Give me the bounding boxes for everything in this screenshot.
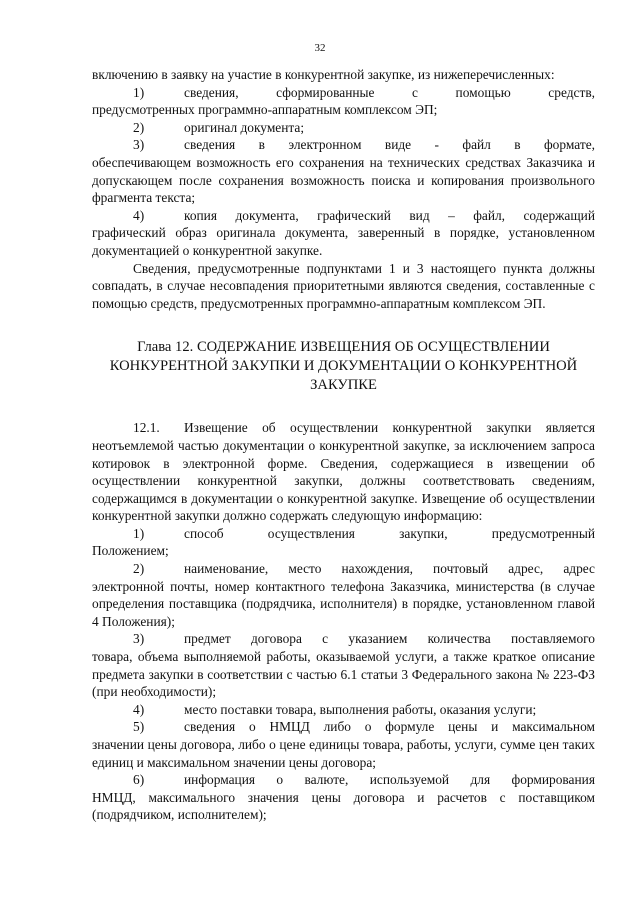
item-first-line: предмет договора с указанием количества поставляемого bbox=[184, 631, 595, 647]
item-continuation: Положением; bbox=[92, 543, 169, 559]
item-number: 1) bbox=[133, 84, 145, 100]
item-first-line: сведения о НМЦД либо о формуле цены и максимальном bbox=[184, 719, 595, 735]
item-number: 3) bbox=[133, 631, 145, 647]
item-continuation: НМЦД, максимального значения цены договора и расчетов с поставщиком (подрядчиком, исполнителем); bbox=[92, 789, 595, 823]
item-first-line: сведения, сформированные с помощью средств, bbox=[184, 84, 595, 100]
item-number: 2) bbox=[133, 119, 145, 135]
item-number: 6) bbox=[133, 772, 145, 788]
item-first-line: способ осуществления закупки, предусмотренный bbox=[184, 525, 595, 541]
list-item bbox=[92, 771, 595, 824]
item-number: 3) bbox=[133, 137, 145, 153]
item-continuation: графический образ оригинала документа, заверенный в порядке, установленном документацией о конкурентной закупке. bbox=[92, 225, 595, 258]
item-number: 1) bbox=[133, 525, 145, 541]
list-item bbox=[92, 119, 595, 137]
item-number: 4) bbox=[133, 701, 145, 717]
intro-paragraph: включению в заявку на участие в конкурентной закупке, из нижеперечисленных: bbox=[92, 67, 555, 82]
list-item bbox=[92, 136, 595, 206]
chapter-heading: Глава 12. СОДЕРЖАНИЕ ИЗВЕЩЕНИЯ ОБ ОСУЩЕСТВЛЕНИИ КОНКУРЕНТНОЙ ЗАКУПКИ И ДОКУМЕНТАЦИИ О КОНКУРЕНТНОЙ ЗАКУПКЕ bbox=[109, 339, 578, 394]
list-item bbox=[92, 560, 595, 630]
item-number: 2) bbox=[133, 561, 145, 577]
item-continuation: обеспечивающем возможность его сохранения на технических средствах Заказчика и допускающем после сохранения возможность поиска и копирования произвольного фрагмента текста; bbox=[92, 154, 595, 206]
item-first-line: место поставки товара, выполнения работы, оказания услуги; bbox=[184, 701, 537, 717]
section-continuation: неотъемлемой частью документации о конкурентной закупке, за исключением запроса котировок в электронной форме. Сведения, содержащиеся в извещении об осуществлении конкурентной закупки, должны соответствовать сведениям, содержащимся в документации о конкурентной закупке. Извещение об осуществлении конкурентной закупки должно содержать следующую информацию: bbox=[92, 437, 595, 524]
page-text bbox=[92, 66, 595, 824]
item-first-line: сведения в электронном виде - файл в формате, bbox=[184, 137, 595, 153]
list-item bbox=[92, 84, 595, 119]
submission-list bbox=[92, 84, 595, 260]
item-continuation: товара, объема выполняемой работы, оказываемой услуги, а также краткое описание предмета закупки в соответствии с частью 6.1 статьи 3 Федерального закона № 223-ФЗ (при необходимости); bbox=[92, 649, 595, 700]
item-continuation: значении цены договора, либо о цене единицы товара, работы, услуги, сумме цен таких единиц и максимальном значении цены договора; bbox=[92, 737, 595, 770]
item-continuation: электронной почты, номер контактного телефона Заказчика, министерства (в случае определения поставщика (подрядчика, исполнителя) в порядке, установленном главой 4 Положения); bbox=[92, 578, 595, 629]
item-number: 5) bbox=[133, 719, 145, 735]
section-number: 12.1. bbox=[133, 420, 160, 436]
list-item bbox=[92, 207, 595, 260]
item-first-line: оригинал документа; bbox=[184, 119, 305, 135]
list-item bbox=[92, 630, 595, 700]
note-paragraph: Сведения, предусмотренные подпунктами 1 и 3 настоящего пункта должны совпадать, в случае несовпадения приоритетными являются сведения, составленные с помощью средств, предусмотренных программно-аппаратным комплексом ЭП. bbox=[92, 260, 595, 311]
list-item bbox=[92, 701, 595, 719]
item-first-line: наименование, место нахождения, почтовый адрес, адрес bbox=[184, 561, 595, 577]
list-item bbox=[92, 718, 595, 771]
section-12-1 bbox=[92, 419, 595, 525]
item-first-line: копия документа, графический вид – файл, содержащий bbox=[184, 207, 595, 223]
section-first-line: Извещение об осуществлении конкурентной закупки является bbox=[184, 420, 595, 436]
list-item bbox=[92, 525, 595, 560]
item-continuation: предусмотренных программно-аппаратным комплексом ЭП; bbox=[92, 102, 438, 118]
notice-info-list bbox=[92, 525, 595, 824]
item-number: 4) bbox=[133, 207, 145, 223]
item-first-line: информация о валюте, используемой для формирования bbox=[184, 772, 595, 788]
page-number: 32 bbox=[314, 42, 326, 54]
